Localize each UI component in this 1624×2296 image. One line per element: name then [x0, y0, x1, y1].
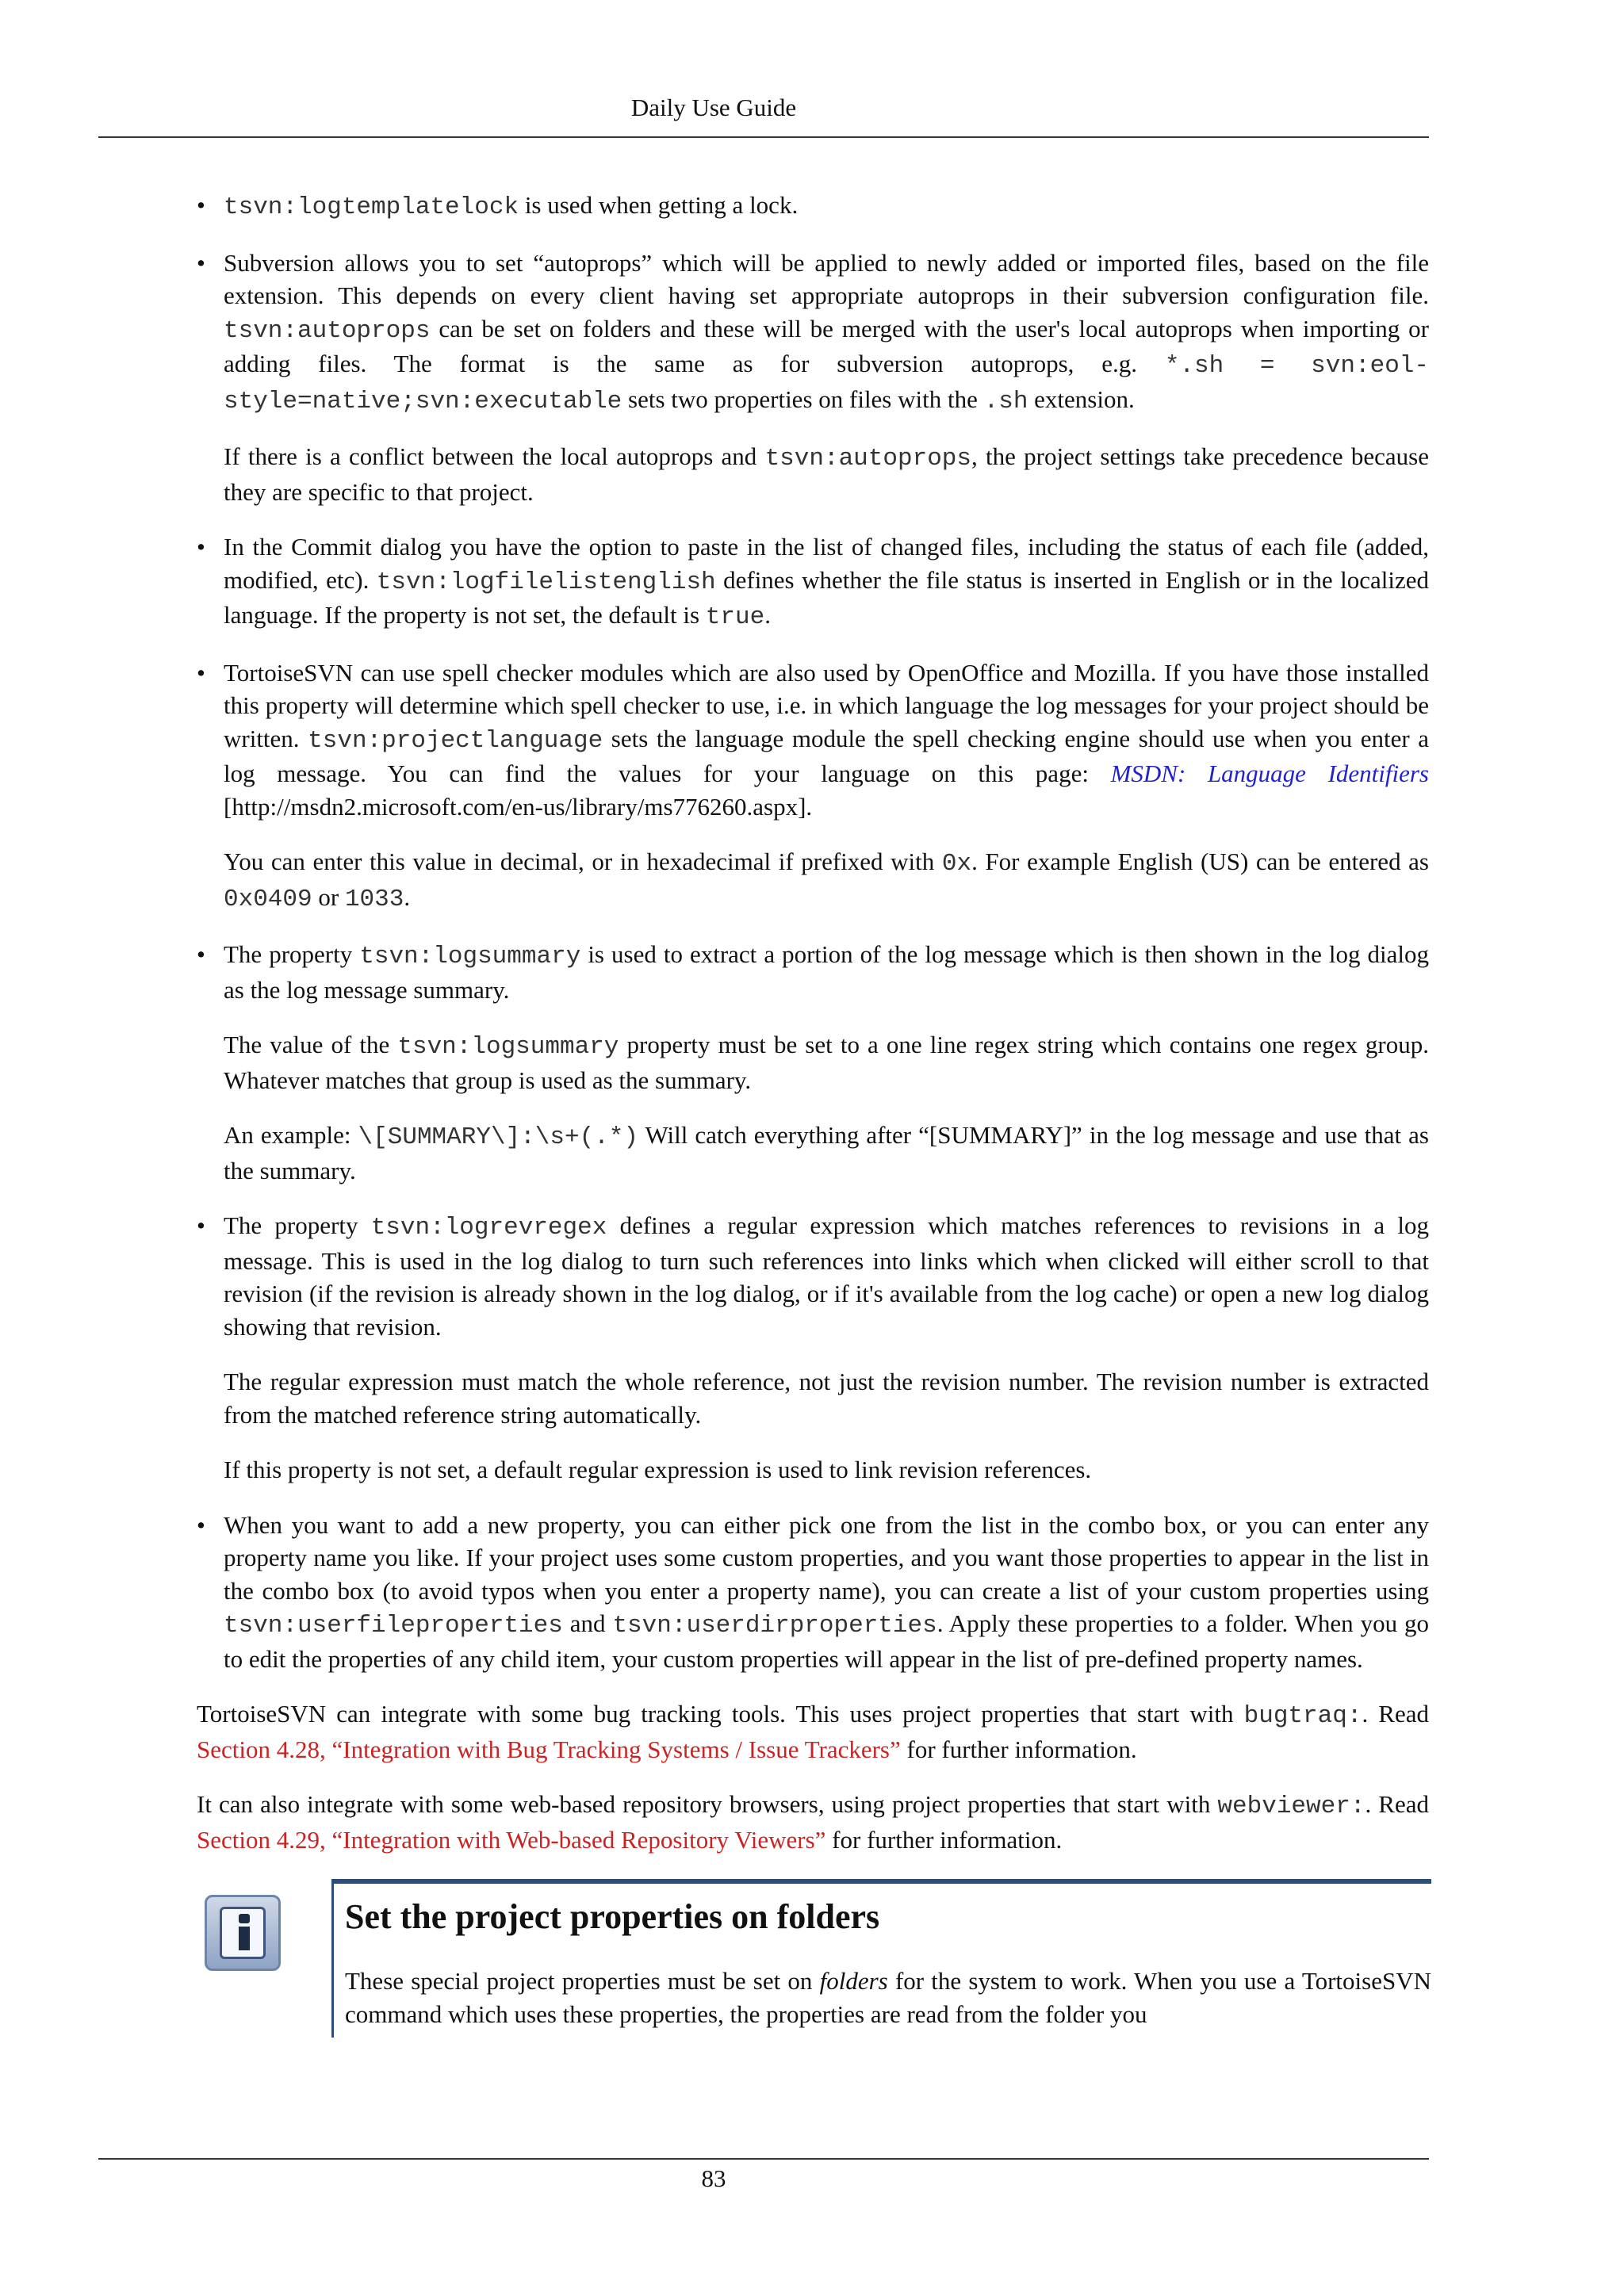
- running-header: Daily Use Guide: [630, 94, 797, 121]
- list-item: • TortoiseSVN can use spell checker modules which are also used by OpenOffice and Mozilla. If you have those installed this property will determine which spell checker to use, i.e. in which language the log messages for your project should be written. tsvn:projectlanguage sets the language module the spell checking engine should use when you enter a log message. You can find the values for your language on this page: MSDN: Language Identifiers [http://msdn2.microsoft.com/en-us/library/ms776260.aspx].: [197, 656, 1429, 824]
- list-item: • In the Commit dialog you have the option to paste in the list of changed files, including the status of each file (added, modified, etc). tsvn:logfilelistenglish defines whether the file status is inserted in English or in the localized language. If the property is not set, the default is true.: [197, 530, 1429, 634]
- list-item: • tsvn:logtemplatelock is used when getting a lock.: [197, 189, 1429, 224]
- main-content: [197, 189, 1429, 1856]
- list-item: • When you want to add a new property, you can either pick one from the list in the combo box, or you can enter any property name you like. If your project uses some custom properties, and you want those properties to appear in the list in the combo box (to avoid typos when you enter a property name), you can create a list of your custom properties using tsvn:userfileproperties and tsvn:userdirproperties. Apply these properties to a folder. When you go to edit the properties of any child item, your custom properties will appear in the list of pre-defined property names.: [197, 1509, 1429, 1676]
- body-paragraph: It can also integrate with some web-based repository browsers, using project properties that start with webviewer:. Read Section 4.29, “Integration with Web-based Repository Viewers” for further information.: [197, 1790, 1429, 1854]
- list-item-paragraph: If there is a conflict between the local autoprops and tsvn:autoprops, the project settings take precedence because they are specific to that project.: [224, 442, 1429, 506]
- section-link-bug-tracking[interactable]: Section 4.28, “Integration with Bug Tracking Systems / Issue Trackers”: [197, 1735, 901, 1763]
- section-link-web-viewers[interactable]: Section 4.29, “Integration with Web-based Repository Viewers”: [197, 1825, 826, 1854]
- page-number: 83: [701, 2164, 726, 2192]
- list-item: • The property tsvn:logrevregex defines a regular expression which matches references to revisions in a log message. This is used in the log dialog to turn such references into links which when clicked will either scroll to that revision (if the revision is already shown in the log dialog, or if it's available from the log cache) or open a new log dialog showing that revision.: [197, 1209, 1429, 1343]
- info-icon: [205, 1895, 281, 1971]
- list-item-paragraph: The regular expression must match the whole reference, not just the revision number. The revision number is extracted from the matched reference string automatically.: [224, 1368, 1429, 1429]
- body-paragraph: TortoiseSVN can integrate with some bug tracking tools. This uses project properties that start with bugtraq:. Read Section 4.28, “Integration with Bug Tracking Systems / Issue Trackers” for further information.: [197, 1700, 1429, 1763]
- list-item-paragraph: If this property is not set, a default regular expression is used to link revision references.: [224, 1456, 1092, 1483]
- list-item-paragraph: The value of the tsvn:logsummary property must be set to a one line regex string which contains one regex group. Whatever matches that group is used as the summary.: [224, 1031, 1429, 1094]
- list-item: • Subversion allows you to set “autoprops” which will be applied to newly added or imported files, based on the file extension. This depends on every client having set appropriate autoprops in their subversion configuration file. tsvn:autoprops can be set on folders and these will be merged with the user's local autoprops when importing or adding files. The format is the same as for subversion autoprops, e.g. *.sh = svn:eol-style=native;svn:executable sets two properties on files with the .sh extension.: [197, 247, 1429, 419]
- note-text: These special project properties must be set on folders for the system to work. When you use a TortoiseSVN command which uses these properties, the properties are read from the folder you: [345, 1967, 1431, 2028]
- list-item: • The property tsvn:logsummary is used to extract a portion of the log message which is then shown in the log dialog as the log message summary.: [197, 938, 1429, 1006]
- list-item-paragraph: You can enter this value in decimal, or in hexadecimal if prefixed with 0x. For example English (US) can be entered as 0x0409 or 1033.: [224, 848, 1429, 913]
- msdn-link[interactable]: MSDN: Language Identifiers: [1110, 760, 1429, 787]
- note-box: [331, 1879, 1431, 2038]
- footer-divider: [98, 2158, 1429, 2160]
- info-note: [197, 1879, 1429, 2038]
- list-item-paragraph: An example: \[SUMMARY\]:\s+(.*) Will catch everything after “[SUMMARY]” in the log message and use that as the summary.: [224, 1121, 1429, 1184]
- note-top-rule: [334, 1879, 1431, 1884]
- header-divider: [98, 136, 1429, 138]
- note-title: Set the project properties on folders: [345, 1897, 880, 1936]
